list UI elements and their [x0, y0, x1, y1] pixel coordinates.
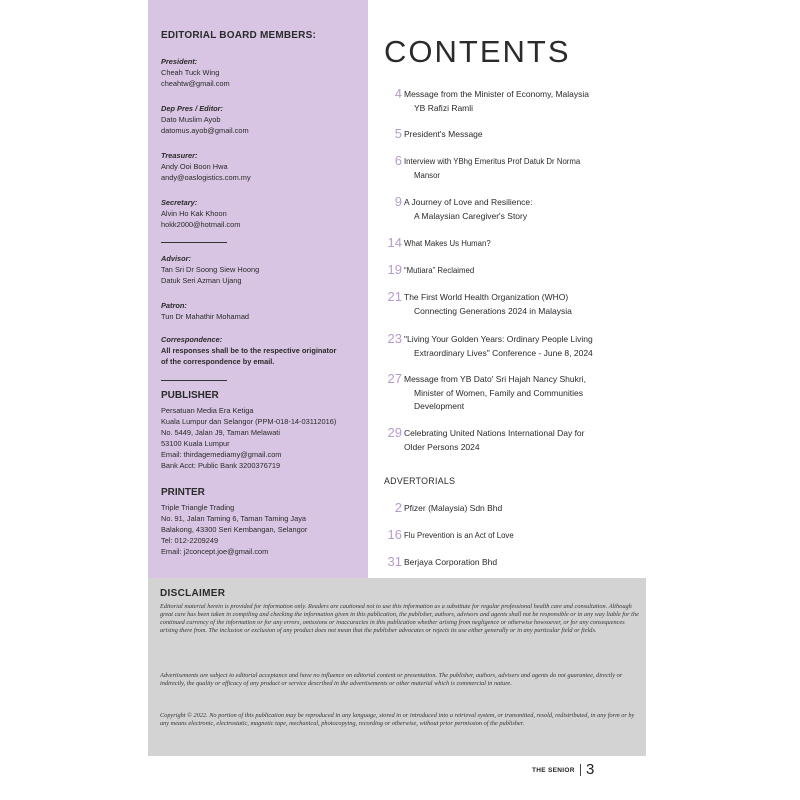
printer-heading: PRINTER — [161, 487, 205, 498]
toc-title — [404, 373, 652, 414]
president-block — [161, 56, 366, 89]
disclaimer-paragraph: Copyright © 2022. No portion of this publication may be reproduced in any language, stored in or introduced into a retrieval system, or transmitted, resold, redistributed, in any form or by any means electronic, electrostatic, magnetic tape, mechanical, photocopying, recording or otherwise, without prior permission of the publisher. — [160, 712, 635, 727]
toc-line: Minister of Women, Family and Communities — [414, 387, 583, 398]
member-email: cheahtw@gmail.com — [161, 79, 230, 88]
patron-block — [161, 300, 366, 322]
toc-page-number: 9 — [394, 194, 402, 209]
printer-line: No. 91, Jalan Taming 6, Taman Taming Jaya — [161, 514, 307, 523]
toc-page-number: 16 — [387, 527, 402, 542]
advisor-block — [161, 253, 366, 286]
toc-title — [404, 291, 652, 318]
role-label: President: — [161, 57, 198, 66]
footer-separator — [580, 764, 581, 776]
printer-line: Tel: 012-2209249 — [161, 536, 219, 545]
role-label: Treasurer: — [161, 151, 198, 160]
toc-line: Celebrating United Nations International Day for — [404, 428, 585, 438]
treasurer-block — [161, 150, 366, 183]
toc-page-number: 2 — [394, 500, 402, 515]
toc-title — [404, 155, 652, 182]
toc-line: Message from the Minister of Economy, Malaysia — [404, 89, 590, 99]
section-divider — [161, 242, 227, 243]
toc-line: Extraordinary Lives" Conference - June 8, 2024 — [414, 347, 593, 358]
member-email: hokk2000@hotmail.com — [161, 220, 241, 229]
member-name: Alvin Ho Kak Khoon — [161, 209, 227, 218]
toc-page-number: 14 — [387, 235, 402, 250]
printer-details — [161, 502, 366, 557]
member-email: datomus.ayob@gmail.com — [161, 126, 249, 135]
printer-line: Balakong, 43300 Seri Kembangan, Selangor — [161, 525, 308, 534]
printer-line: Email: j2concept.joe@gmail.com — [161, 547, 269, 556]
disclaimer-paragraph: Editorial material herein is provided for information only. Readers are cautioned not to use this information as a substitute for regular professional health care and consultation. Although great care has been taken in compiling and checking the information given in this publication, the publisher, authors, advisors and agents shall not be responsible or in any way liable for the continued currency of the information or for any errors, omissions or inaccuracies in this publication whether arising from negligence or otherwise howsoever, or for any consequences arising there from. The inclusion or exclusion of any product does not mean that the publisher advocates or rejects its use either generally or in any particular field or fields. — [160, 603, 639, 634]
toc-line: Older Persons 2024 — [404, 441, 480, 452]
publisher-line: Bank Acct: Public Bank 3200376719 — [161, 461, 281, 470]
role-label: Advisor: — [161, 254, 191, 263]
toc-line: Berjaya Corporation Bhd — [404, 557, 498, 567]
toc-title — [404, 237, 652, 251]
disclaimer-title: DISCLAIMER — [160, 588, 226, 599]
contents-title: CONTENTS — [384, 34, 571, 69]
toc-page-number: 19 — [387, 262, 402, 277]
toc-line: President's Message — [404, 129, 483, 139]
toc-page-number: 23 — [387, 331, 402, 346]
publisher-line: No. 5449, Jalan J9, Taman Melawati — [161, 428, 280, 437]
toc-line: Interview with YBhg Emeritus Prof Datuk Dr Norma — [404, 157, 581, 166]
toc-page-number: 5 — [394, 126, 402, 141]
role-label: Correspondence: — [161, 335, 223, 344]
toc-title — [404, 264, 652, 278]
member-name: Tun Dr Mahathir Mohamad — [161, 312, 250, 321]
dep-pres-block — [161, 103, 366, 136]
disclaimer-paragraph: Advertisements are subject to editorial acceptance and have no influence on editorial content or presentation. The publisher, authors, advisers and agents do not guarantee, directly or indirectly, the quality or efficacy of any product or service described in the advertisements or other material which is commercial in nature. — [160, 672, 623, 687]
toc-title — [404, 529, 652, 543]
toc-line: Pfizer (Malaysia) Sdn Bhd — [404, 503, 503, 513]
role-label: Patron: — [161, 301, 187, 310]
section-divider — [161, 380, 227, 381]
toc-line: What Makes Us Human? — [404, 239, 491, 248]
toc-line: "Living Your Golden Years: Ordinary People Living — [404, 334, 593, 344]
editorial-board-heading: EDITORIAL BOARD MEMBERS: — [161, 30, 316, 41]
toc-line: Mansor — [414, 170, 440, 180]
member-name: Datuk Seri Azman Ujang — [161, 276, 242, 285]
toc-line: Message from YB Dato' Sri Hajah Nancy Shukri, — [404, 374, 586, 384]
toc-page-number: 4 — [394, 86, 402, 101]
correspondence-text: All responses shall be to the respective originator — [161, 346, 337, 355]
toc-line: “Mutiara” Reclaimed — [404, 266, 475, 275]
role-label: Secretary: — [161, 198, 198, 207]
printer-line: Triple Triangle Trading — [161, 503, 235, 512]
toc-title — [404, 128, 652, 142]
correspondence-text: of the correspondence by email. — [161, 357, 275, 366]
toc-title — [404, 427, 652, 454]
toc-line: Connecting Generations 2024 in Malaysia — [414, 305, 572, 316]
publication-name: THE SENIOR — [532, 767, 575, 774]
toc-title — [404, 502, 652, 516]
toc-page-number: 27 — [387, 371, 402, 386]
toc-title — [404, 333, 652, 360]
member-name: Cheah Tuck Wing — [161, 68, 220, 77]
publisher-line: Kuala Lumpur dan Selangor (PPM-018-14-03112016) — [161, 417, 337, 426]
secretary-block — [161, 197, 366, 230]
publisher-heading: PUBLISHER — [161, 390, 219, 401]
publisher-line: 53100 Kuala Lumpur — [161, 439, 230, 448]
member-email: andy@oaslogistics.com.my — [161, 173, 251, 182]
toc-line: Flu Prevention is an Act of Love — [404, 531, 514, 540]
role-label: Dep Pres / Editor: — [161, 104, 224, 113]
toc-page-number: 6 — [394, 153, 402, 168]
correspondence-block — [161, 334, 366, 367]
advertorials-heading: ADVERTORIALS — [384, 476, 456, 486]
toc-title — [404, 556, 652, 570]
toc-line: A Journey of Love and Resilience: — [404, 197, 533, 207]
publisher-line: Email: thirdagemediamy@gmail.com — [161, 450, 282, 459]
toc-line: The First World Health Organization (WHO) — [404, 292, 569, 302]
toc-line: YB Rafizi Ramli — [414, 102, 474, 113]
member-name: Dato Muslim Ayob — [161, 115, 221, 124]
publisher-line: Persatuan Media Era Ketiga — [161, 406, 254, 415]
toc-page-number: 31 — [387, 554, 402, 569]
toc-page-number: 21 — [387, 289, 402, 304]
member-name: Andy Ooi Boon Hwa — [161, 162, 228, 171]
member-name: Tan Sri Dr Soong Siew Hoong — [161, 265, 260, 274]
toc-line: Development — [414, 401, 465, 411]
toc-title — [404, 196, 652, 223]
page-number: 3 — [586, 761, 595, 778]
toc-page-number: 29 — [387, 425, 402, 440]
publisher-details — [161, 405, 366, 471]
toc-line: A Malaysian Caregiver's Story — [414, 210, 528, 221]
toc-title — [404, 88, 652, 115]
